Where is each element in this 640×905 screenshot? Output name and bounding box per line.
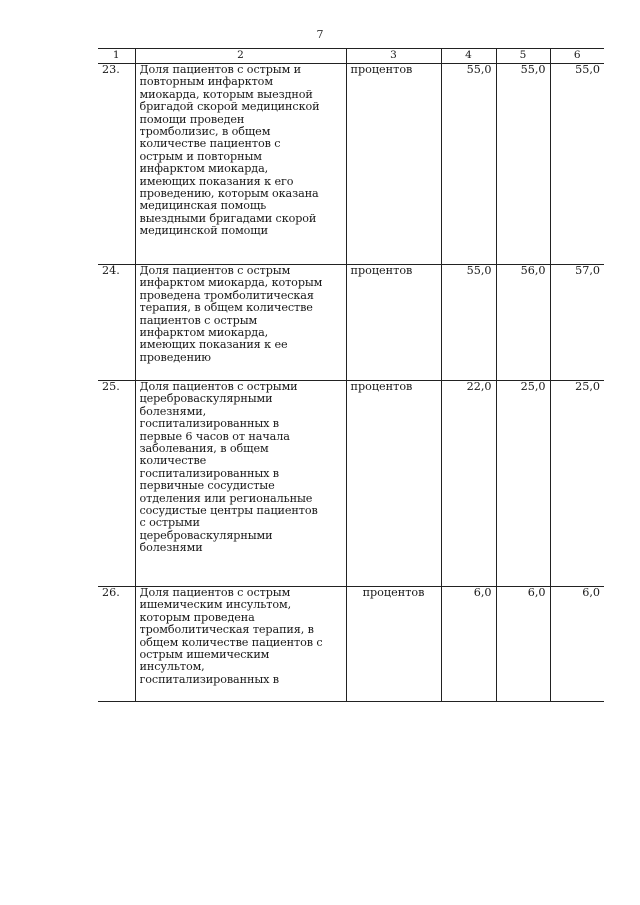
- row-value-col4: 6,0: [441, 587, 496, 702]
- indicators-table: [98, 48, 604, 702]
- column-header: 1: [98, 49, 135, 64]
- description-line: госпитализированных в: [139, 467, 280, 480]
- description-line: Доля пациентов с острым: [139, 265, 291, 277]
- description-line: болезнями,: [139, 405, 207, 418]
- column-header: 3: [346, 49, 441, 64]
- description-line: количестве пациентов с: [139, 138, 281, 151]
- description-line: болезнями: [139, 542, 203, 555]
- table-row: [98, 587, 604, 702]
- description-line: острым ишемическим: [139, 649, 270, 662]
- description-line: инсультом,: [139, 661, 205, 674]
- column-header: 5: [496, 49, 550, 64]
- description-line: тромболизис, в общем: [139, 126, 271, 139]
- description-line: медицинская помощь: [139, 200, 267, 213]
- description-line: миокарда, которым выездной: [139, 88, 313, 101]
- description-line: Доля пациентов с острым и: [139, 64, 301, 76]
- description-line: инфарктом миокарда, которым: [139, 277, 323, 290]
- description-line: терапия, в общем количестве: [139, 302, 313, 315]
- row-value-col6: 57,0: [550, 265, 604, 381]
- row-unit: процентов: [346, 64, 441, 265]
- description-line: заболевания, в общем: [139, 443, 269, 456]
- description-line: медицинской помощи: [139, 225, 268, 238]
- description-line: проведению, которым оказана: [139, 188, 319, 201]
- row-description: [135, 265, 346, 381]
- table-row: [98, 265, 604, 381]
- description-line: бригадой скорой медицинской: [139, 101, 320, 114]
- row-number: 24.: [98, 265, 135, 381]
- description-line: первичные сосудистые: [139, 480, 275, 493]
- description-line: отделения или региональные: [139, 492, 313, 505]
- row-unit: процентов: [346, 381, 441, 587]
- description-line: Доля пациентов с острыми: [139, 381, 298, 393]
- page-number: 7: [316, 28, 324, 41]
- description-line: имеющих показания к его: [139, 175, 294, 188]
- description-line: количестве: [139, 455, 207, 468]
- description-line: госпитализированных в: [139, 418, 280, 431]
- description-line: выездными бригадами скорой: [139, 212, 317, 225]
- description-line: цереброваскулярными: [139, 529, 273, 542]
- row-number: 26.: [98, 587, 135, 702]
- row-value-col5: 56,0: [496, 265, 550, 381]
- description-line: с острыми: [139, 517, 200, 530]
- row-description: [135, 587, 346, 702]
- row-unit: процентов: [346, 587, 441, 702]
- row-number: 25.: [98, 381, 135, 587]
- description-line: которым проведена: [139, 611, 255, 624]
- row-value-col5: 55,0: [496, 64, 550, 265]
- column-header: 6: [550, 49, 604, 64]
- column-header: 2: [135, 49, 346, 64]
- description-line: имеющих показания к ее: [139, 339, 288, 352]
- row-value-col4: 55,0: [441, 265, 496, 381]
- description-line: проведению: [139, 351, 211, 364]
- description-line: острым и повторным: [139, 150, 262, 163]
- row-value-col6: 55,0: [550, 64, 604, 265]
- description-line: общем количестве пациентов с: [139, 636, 323, 649]
- description-line: инфарктом миокарда,: [139, 327, 269, 340]
- description-line: тромболитическая терапия, в: [139, 624, 314, 637]
- row-unit: процентов: [346, 265, 441, 381]
- row-value-col4: 55,0: [441, 64, 496, 265]
- description-line: госпитализированных в: [139, 673, 280, 686]
- row-value-col4: 22,0: [441, 381, 496, 587]
- description-line: пациентов с острым: [139, 314, 258, 327]
- description-line: ишемическим инсультом,: [139, 599, 292, 612]
- row-description: [135, 381, 346, 587]
- table-header-row: [98, 49, 604, 64]
- table-row: [98, 381, 604, 587]
- row-value-col6: 6,0: [550, 587, 604, 702]
- row-number: 23.: [98, 64, 135, 265]
- description-line: Доля пациентов с острым: [139, 587, 291, 599]
- row-value-col6: 25,0: [550, 381, 604, 587]
- table-row: [98, 64, 604, 265]
- description-line: повторным инфарктом: [139, 76, 273, 89]
- row-value-col5: 25,0: [496, 381, 550, 587]
- row-description: [135, 64, 346, 265]
- description-line: проведена тромболитическая: [139, 289, 314, 302]
- column-header: 4: [441, 49, 496, 64]
- description-line: помощи проведен: [139, 113, 245, 126]
- description-line: инфарктом миокарда,: [139, 163, 269, 176]
- description-line: первые 6 часов от начала: [139, 430, 290, 443]
- row-value-col5: 6,0: [496, 587, 550, 702]
- description-line: сосудистые центры пациентов: [139, 505, 318, 518]
- description-line: цереброваскулярными: [139, 393, 273, 406]
